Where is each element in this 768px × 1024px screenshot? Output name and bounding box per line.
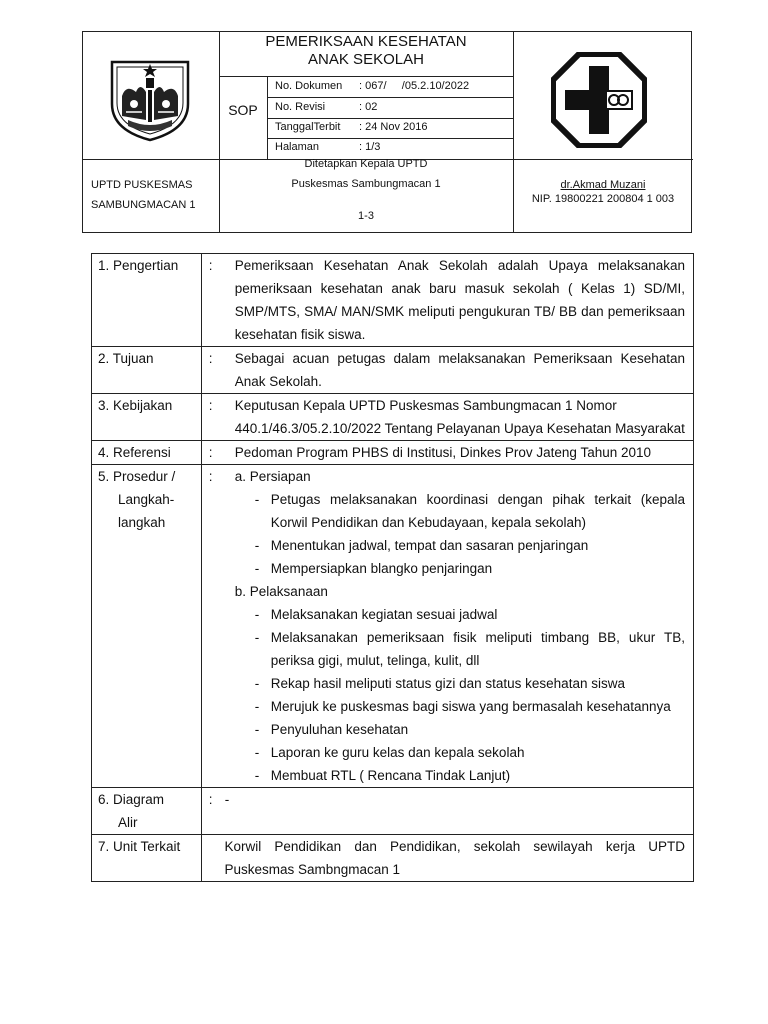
tujuan-text: Sebagai acuan petugas dalam melaksanakan Pemeriksaan Kesehatan Anak Sekolah. — [234, 351, 685, 389]
pelaksanaan-label: b. Pelaksanaan — [234, 584, 328, 599]
ditetapkan-block: Ditetapkan Kepala UPTD Puskesmas Sambungmacan 1 — [291, 158, 441, 190]
table-row — [92, 835, 694, 882]
row-label: 5. Prosedur / Langkah- langkah — [92, 465, 202, 788]
tanggal-terbit-value: : 24 Nov 2016 — [359, 121, 428, 133]
list-item: - Rekap hasil meliputi status gizi dan status kesehatan siswa — [254, 676, 625, 691]
row-colon: : — [208, 445, 213, 460]
document-header — [82, 31, 692, 233]
referensi-text: Pedoman Program PHBS di Institusi, Dinkes Prov Jateng Tahun 2010 — [234, 445, 652, 460]
sop-content-table — [91, 253, 694, 882]
diagram-text: - — [224, 792, 230, 807]
row-label: 7. Unit Terkait — [92, 835, 202, 882]
persiapan-label: a. Persiapan — [234, 469, 311, 484]
table-row — [92, 441, 694, 465]
row-colon: : — [208, 398, 213, 413]
list-item: - Menentukan jadwal, tempat dan sasaran penjaringan — [254, 538, 589, 553]
no-revisi-value: : 02 — [359, 101, 378, 113]
regency-logo — [106, 56, 194, 142]
row-colon: : — [208, 792, 213, 807]
halaman-value: : 1/3 — [359, 141, 381, 153]
list-item: - Membuat RTL ( Rencana Tindak Lanjut) — [254, 768, 511, 783]
no-dokumen-label: No. Dokumen — [275, 80, 343, 92]
table-row — [92, 394, 694, 441]
row-label: 4. Referensi — [92, 441, 202, 465]
unit-terkait-text: Korwil Pendidikan dan Pendidikan, sekolah sewilayah kerja UPTD Puskesmas Sambngmacan 1 — [224, 839, 685, 877]
page-title: PEMERIKSAAN KESEHATAN ANAK SEKOLAH — [265, 33, 467, 68]
halaman-label: Halaman — [275, 141, 320, 153]
table-row — [92, 465, 694, 788]
list-item: - Penyuluhan kesehatan — [254, 722, 409, 737]
no-revisi-label: No. Revisi — [275, 101, 326, 113]
list-item: - Mempersiapkan blangko penjaringan — [254, 561, 493, 576]
kebijakan-text: Keputusan Kepala UPTD Puskesmas Sambungmacan 1 Nomor 440.1/46.3/05.2.10/2022 Tentang Pelayanan Upaya Kesehatan Masyarakat — [234, 398, 685, 436]
no-dokumen-value: : 067/ /05.2.10/2022 — [359, 80, 470, 92]
list-item: - Merujuk ke puskesmas bagi siswa yang bermasalah kesehatannya — [254, 699, 671, 714]
list-item: - Melaksanakan pemeriksaan fisik meliputi timbang BB, ukur TB, periksa gigi, mulut, telinga, kulit, dll — [254, 630, 685, 668]
row-colon: : — [208, 469, 213, 484]
sop-label: SOP — [228, 102, 258, 118]
row-label: 6. Diagram Alir — [92, 788, 202, 835]
row-label: 1. Pengertian — [92, 254, 202, 347]
list-item: - Laporan ke guru kelas dan kepala sekolah — [254, 745, 525, 760]
list-item: - Melaksanakan kegiatan sesuai jadwal — [254, 607, 498, 622]
signer-block — [513, 178, 693, 206]
signer-name: dr.Akmad Muzani — [560, 179, 646, 191]
page-range: 1-3 — [358, 210, 374, 222]
prosedur-content — [219, 465, 694, 788]
table-row — [92, 788, 694, 835]
row-colon: : — [208, 351, 213, 366]
pengertian-text: Pemeriksaan Kesehatan Anak Sekolah adalah Upaya melaksanakan pemeriksaan kesehatan anak baru masuk sekolah ( Kelas 1) SD/MI, SMP/MTS, SMA/ MAN/SMK meliputi pengukuran TB/ BB dan pemeriksaan kesehatan fisik siswa. — [234, 258, 685, 342]
table-row — [92, 254, 694, 347]
row-label: 2. Tujuan — [92, 347, 202, 394]
row-label: 3. Kebijakan — [92, 394, 202, 441]
signer-nip: NIP. 19800221 200804 1 003 — [531, 193, 675, 205]
puskesmas-logo — [551, 52, 647, 148]
table-row — [92, 347, 694, 394]
row-colon: : — [208, 258, 213, 273]
list-item: - Petugas melaksanakan koordinasi dengan pihak terkait (kepala Korwil Pendidikan dan Kebudayaan, kepala sekolah) — [254, 492, 685, 530]
organization-name: UPTD PUSKESMAS SAMBUNGMACAN 1 — [91, 179, 196, 211]
tanggal-terbit-label: TanggalTerbit — [275, 121, 341, 133]
